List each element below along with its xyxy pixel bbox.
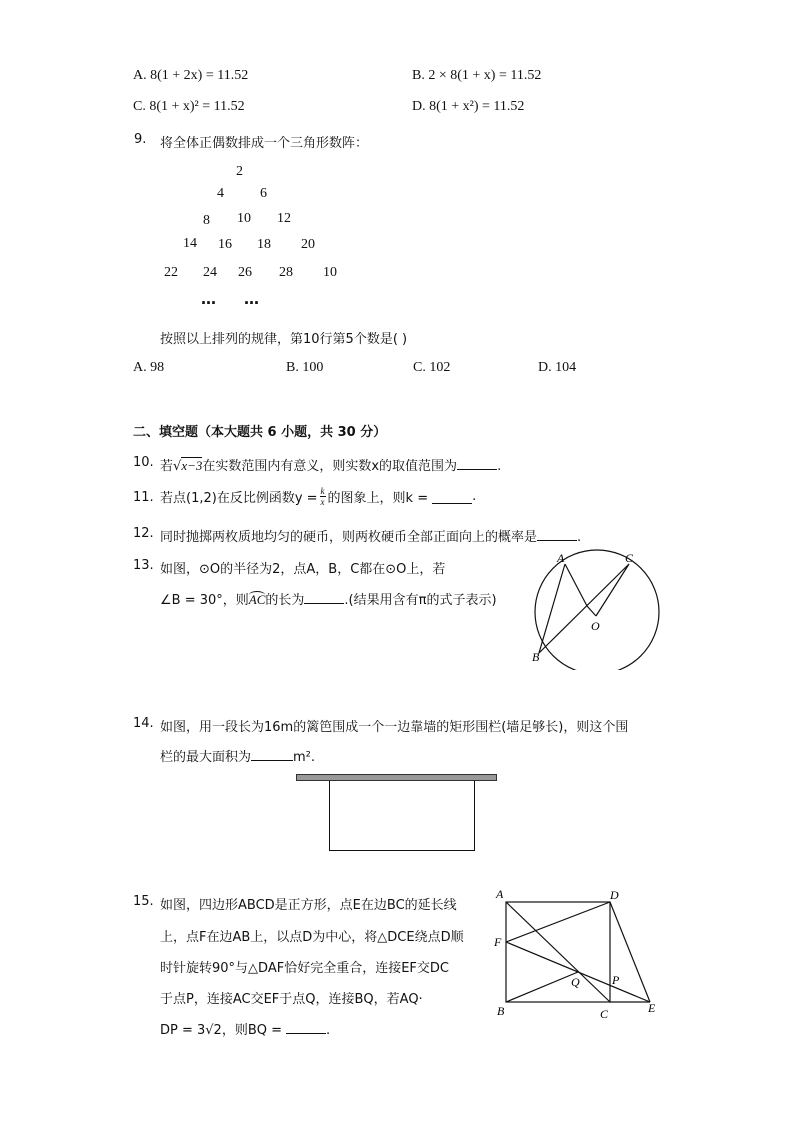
q11-end: .	[472, 488, 477, 504]
triangle-cell: 22	[164, 265, 178, 280]
sqrt-sign: √	[173, 459, 182, 474]
q12-end: .	[577, 530, 582, 545]
diagonal-ac	[506, 902, 610, 1002]
triangle-cell: 16	[218, 237, 232, 252]
triangle-cell: 2	[236, 164, 243, 179]
q9-option-d: D. 104	[538, 360, 577, 375]
section-heading: 二、填空题（本大题共 6 小题，共 30 分）	[133, 425, 387, 440]
q11-number: 11.	[133, 490, 154, 505]
segment-de	[610, 902, 650, 1002]
fraction-denominator: x	[320, 496, 325, 507]
label-a: A	[496, 887, 504, 901]
triangle-cell: 26	[238, 265, 252, 280]
label-q: Q	[571, 975, 580, 989]
q8-option-a: A. 8(1 + 2x) = 11.52	[133, 68, 249, 83]
q13-line2-pre: ∠B = 30°，则	[160, 593, 249, 608]
label-o: O	[591, 619, 600, 633]
fraction	[320, 486, 326, 507]
triangle-cell: 28	[279, 265, 293, 280]
q15-last-line	[160, 1019, 330, 1038]
q10-text	[160, 455, 501, 474]
radius-line	[587, 606, 596, 616]
q15-line: 如图，四边形ABCD是正方形，点E在边BC的延长线	[160, 898, 457, 913]
q15-last-end: .	[326, 1023, 331, 1038]
triangle-cell: 24	[203, 265, 217, 280]
q12-number: 12.	[133, 526, 154, 541]
q14-line1: 如图，用一段长为16m的篱笆围成一个一边靠墙的矩形围栏(墙足够长)，则这个围	[160, 720, 629, 735]
label-b: B	[497, 1004, 505, 1018]
answer-blank[interactable]	[537, 526, 577, 541]
q11-pre: 若点(1,2)在反比例函数y =	[160, 490, 318, 506]
q12-text	[160, 526, 581, 545]
q12-stem: 同时抛掷两枚质地均匀的硬币，则两枚硬币全部正面向上的概率是	[160, 530, 538, 545]
q10-end: .	[497, 459, 502, 474]
q10-post: 在实数范围内有意义，则实数x的取值范围为	[202, 459, 458, 474]
q9-option-a: A. 98	[133, 360, 165, 375]
answer-blank[interactable]	[457, 455, 497, 470]
fraction-numerator: k	[320, 485, 325, 496]
q11-text	[160, 482, 476, 510]
q9-option-b: B. 100	[286, 360, 324, 375]
q13-line2	[160, 589, 497, 608]
q13-circle-figure	[525, 548, 665, 670]
triangle-cell: 10	[237, 211, 251, 226]
q8-option-b: B. 2 × 8(1 + x) = 11.52	[412, 68, 542, 83]
segment-bq	[506, 972, 578, 1002]
answer-blank[interactable]	[286, 1019, 326, 1034]
label-a: A	[557, 551, 565, 565]
q14-number: 14.	[133, 716, 154, 731]
q10-number: 10.	[133, 455, 154, 470]
answer-blank[interactable]	[304, 589, 344, 604]
label-p: P	[612, 973, 620, 987]
q8-option-c: C. 8(1 + x)² = 11.52	[133, 99, 245, 114]
triangle-cell: 12	[277, 211, 291, 226]
q15-number: 15.	[133, 894, 154, 909]
label-e: E	[648, 1001, 656, 1015]
circle-o	[535, 550, 659, 670]
q13-line2-post: 的长为	[265, 593, 305, 608]
triangle-cell: 6	[260, 186, 267, 201]
chord-lines	[539, 564, 629, 653]
q9-stem: 将全体正偶数排成一个三角形数阵：	[160, 136, 369, 151]
q9-question: 按照以上排列的规律，第10行第5个数是( )	[160, 332, 408, 347]
q14-line2-post: m².	[293, 750, 316, 765]
triangle-cell: 10	[323, 265, 337, 280]
triangle-cell: 14	[183, 236, 197, 251]
wall	[296, 774, 497, 781]
q13-line2-end: .(结果用含有π的式子表示)	[344, 593, 497, 608]
q15-line: 时针旋转90°与△DAF恰好完全重合，连接EF交DC	[160, 961, 449, 976]
q10-pre: 若	[160, 459, 174, 474]
q14-line2-pre: 栏的最大面积为	[160, 750, 252, 765]
chord-line	[565, 564, 587, 606]
q13-line1: 如图，⊙O的半径为2，点A，B，C都在⊙O上，若	[160, 562, 446, 577]
triangle-cell: 4	[217, 186, 224, 201]
triangle-ellipsis: …	[244, 290, 259, 308]
triangle-ellipsis: …	[201, 290, 216, 308]
answer-blank[interactable]	[432, 489, 472, 504]
q15-line: 上，点F在边AB上，以点D为中心，将△DCE绕点D顺	[160, 930, 464, 945]
label-c: C	[625, 551, 634, 565]
label-d: D	[610, 888, 619, 902]
arc-ac: AC	[248, 592, 266, 607]
fence-rectangle	[329, 781, 475, 851]
q15-line: 于点P，连接AC交EF于点Q，连接BQ，若AQ·	[160, 992, 423, 1007]
label-c: C	[600, 1007, 609, 1021]
triangle-cell: 8	[203, 213, 210, 228]
q14-line2	[160, 746, 315, 765]
q15-square-figure	[490, 884, 665, 1024]
q13-number: 13.	[133, 558, 154, 573]
q11-post: 的图象上，则k =	[327, 490, 429, 506]
q10-radicand: x−3	[181, 458, 203, 473]
triangle-cell: 20	[301, 237, 315, 252]
label-f: F	[494, 935, 502, 949]
segment-df	[506, 902, 610, 942]
q9-number: 9.	[134, 132, 147, 147]
label-b: B	[532, 650, 540, 664]
q9-option-c: C. 102	[413, 360, 451, 375]
q15-last-pre: DP = 3√2，则BQ =	[160, 1023, 283, 1038]
q8-option-d: D. 8(1 + x²) = 11.52	[412, 99, 525, 114]
answer-blank[interactable]	[251, 746, 293, 761]
triangle-cell: 18	[257, 237, 271, 252]
